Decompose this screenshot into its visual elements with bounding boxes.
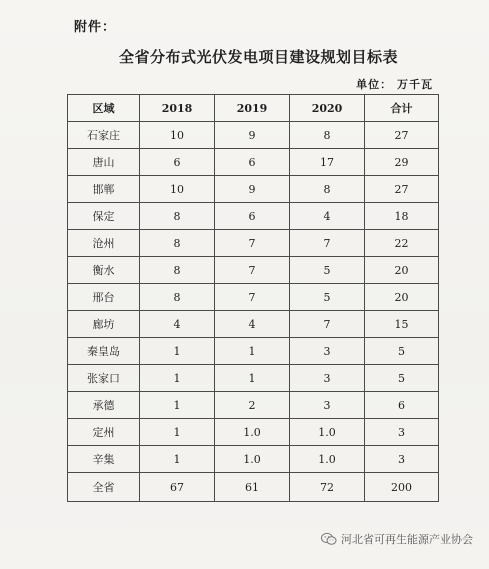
attachment-label: 附件：: [74, 20, 117, 35]
table-row: [68, 365, 439, 392]
header-2018: 2018: [140, 95, 215, 122]
cell-region: 保定: [68, 203, 140, 230]
cell-2020: 4: [290, 203, 365, 230]
cell-region: 衡水: [68, 257, 140, 284]
cell-2020: 3: [290, 365, 365, 392]
cell-total: 22: [365, 230, 439, 257]
cell-region: 辛集: [68, 446, 140, 473]
cell-total: 27: [365, 122, 439, 149]
table-row: [68, 122, 439, 149]
cell-2019: 7: [215, 284, 290, 311]
cell-total: 20: [365, 257, 439, 284]
cell-2018: 8: [140, 284, 215, 311]
watermark: [321, 531, 473, 547]
cell-2019: 1.0: [215, 446, 290, 473]
table-row: [68, 419, 439, 446]
document-title: 全省分布式光伏发电项目建设规划目标表: [118, 48, 398, 66]
cell-2020: 8: [290, 122, 365, 149]
cell-2020: 1.0: [290, 446, 365, 473]
cell-region: 邢台: [68, 284, 140, 311]
cell-2018: 10: [140, 122, 215, 149]
cell-2019: 6: [215, 149, 290, 176]
cell-2019: 1.0: [215, 419, 290, 446]
header-total: 合计: [365, 95, 439, 122]
header-2020: 2020: [290, 95, 365, 122]
cell-2020: 7: [290, 311, 365, 338]
table-row: [68, 446, 439, 473]
cell-2019: 1: [215, 365, 290, 392]
table-row: [68, 284, 439, 311]
cell-2020: 3: [290, 338, 365, 365]
cell-region: 张家口: [68, 365, 140, 392]
header-region: 区域: [68, 95, 140, 122]
watermark-text: 河北省可再生能源产业协会: [341, 533, 473, 546]
cell-2018: 1: [140, 338, 215, 365]
cell-2020: 17: [290, 149, 365, 176]
cell-2019: 2: [215, 392, 290, 419]
cell-total: 5: [365, 365, 439, 392]
cell-2020: 8: [290, 176, 365, 203]
cell-region: 定州: [68, 419, 140, 446]
cell-total: 15: [365, 311, 439, 338]
cell-2018: 1: [140, 446, 215, 473]
cell-total: 29: [365, 149, 439, 176]
table-row: [68, 149, 439, 176]
cell-2020: 7: [290, 230, 365, 257]
cell-2018: 8: [140, 230, 215, 257]
cell-region: 石家庄: [68, 122, 140, 149]
cell-total: 6: [365, 392, 439, 419]
table-row: [68, 338, 439, 365]
cell-2019: 7: [215, 230, 290, 257]
cell-total: 20: [365, 284, 439, 311]
cell-2018: 1: [140, 365, 215, 392]
cell-total: 5: [365, 338, 439, 365]
total-sum: 200: [365, 473, 439, 502]
cell-2019: 4: [215, 311, 290, 338]
planning-target-table: [67, 94, 439, 502]
total-2020: 72: [290, 473, 365, 502]
table-row: [68, 176, 439, 203]
table-row: [68, 257, 439, 284]
header-2019: 2019: [215, 95, 290, 122]
table-header-row: [68, 95, 439, 122]
total-2019: 61: [215, 473, 290, 502]
cell-2019: 9: [215, 176, 290, 203]
cell-region: 沧州: [68, 230, 140, 257]
cell-2019: 6: [215, 203, 290, 230]
cell-region: 唐山: [68, 149, 140, 176]
cell-2019: 7: [215, 257, 290, 284]
table-row: [68, 311, 439, 338]
cell-2018: 4: [140, 311, 215, 338]
cell-2018: 1: [140, 392, 215, 419]
cell-total: 3: [365, 419, 439, 446]
total-2018: 67: [140, 473, 215, 502]
cell-region: 承德: [68, 392, 140, 419]
cell-total: 18: [365, 203, 439, 230]
cell-2018: 1: [140, 419, 215, 446]
wechat-icon: [321, 532, 337, 546]
cell-2020: 1.0: [290, 419, 365, 446]
cell-2019: 1: [215, 338, 290, 365]
table-total-row: [68, 473, 439, 502]
cell-2018: 10: [140, 176, 215, 203]
table-row: [68, 392, 439, 419]
cell-region: 秦皇岛: [68, 338, 140, 365]
cell-2018: 6: [140, 149, 215, 176]
cell-2019: 9: [215, 122, 290, 149]
table-row: [68, 230, 439, 257]
cell-2020: 5: [290, 284, 365, 311]
unit-label: 单位： 万千瓦: [356, 78, 433, 91]
cell-2018: 8: [140, 203, 215, 230]
cell-2018: 8: [140, 257, 215, 284]
total-region: 全省: [68, 473, 140, 502]
table-row: [68, 203, 439, 230]
cell-total: 3: [365, 446, 439, 473]
cell-2020: 3: [290, 392, 365, 419]
cell-2020: 5: [290, 257, 365, 284]
cell-region: 邯郸: [68, 176, 140, 203]
cell-total: 27: [365, 176, 439, 203]
cell-region: 廊坊: [68, 311, 140, 338]
